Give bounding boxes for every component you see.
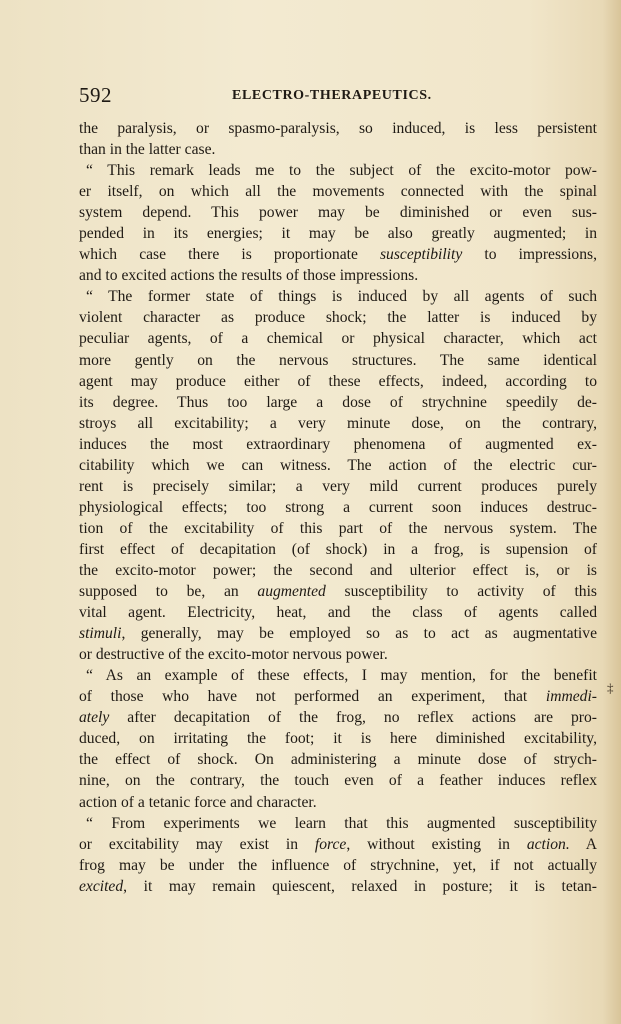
text-line: first effect of decapitation (of shock) in a frog, is supension of — [79, 540, 597, 558]
text-line: the effect of shock. On administering a minute dose of strych- — [79, 751, 597, 769]
text-line: action of a tetanic force and character. — [79, 793, 317, 811]
page-header — [79, 83, 599, 105]
text-run: or excitability may exist in — [79, 835, 315, 853]
text-line: rent is precisely similar; a very mild current produces purely — [79, 477, 597, 495]
text-line: nine, on the contrary, the touch even of a feather induces reflex — [79, 772, 597, 790]
text-line: “ As an example of these effects, I may mention, for the benefit — [86, 667, 597, 685]
text-line: the excito-motor power; the second and ulterior effect is, or is — [79, 561, 597, 579]
text-line: “ The former state of things is induced by all agents of such — [86, 288, 597, 306]
margin-mark: ‡ — [607, 680, 614, 695]
text-line: than in the latter case. — [79, 141, 216, 159]
text-line: stroys all excitability; a very minute dose, on the contrary, — [79, 414, 597, 432]
text-line: duced, on irritating the foot; it is here diminished excitability, — [79, 730, 597, 748]
body-text — [79, 118, 597, 897]
text-run: of those who have not performed an experiment, that — [79, 688, 546, 706]
text-line: vital agent. Electricity, heat, and the class of agents called — [79, 604, 597, 622]
italic-text: action. — [526, 835, 570, 853]
text-run: supposed to be, an — [79, 583, 258, 601]
text-run: , generally, may be employed so as to act as augmentative — [121, 625, 597, 643]
italic-text: stimuli — [79, 625, 122, 643]
text-run: which case there is proportionate — [79, 246, 380, 264]
text-line — [79, 834, 597, 855]
running-head: ELECTRO-THERAPEUTICS. — [232, 88, 432, 103]
text-line: tion of the excitability of this part of the nervous system. The — [79, 519, 597, 537]
text-line: or destructive of the excito-motor nervous power. — [79, 646, 388, 664]
text-line: agent may produce either of these effects, indeed, according to — [79, 372, 597, 390]
italic-text: augmented — [257, 583, 326, 601]
italic-text: ately — [79, 709, 110, 727]
italic-text: excited — [79, 877, 124, 895]
text-line: pended in its energies; it may be also greatly augmented; in — [79, 225, 597, 243]
italic-text: force — [314, 835, 347, 853]
text-line: more gently on the nervous structures. The same identical — [79, 351, 597, 369]
text-line: peculiar agents, of a chemical or physical character, which act — [79, 330, 597, 348]
text-run: A — [569, 835, 597, 853]
text-run: , without existing in — [346, 835, 527, 853]
italic-text: susceptibility — [379, 246, 463, 264]
text-line: “ From experiments we learn that this augmented susceptibility — [86, 814, 597, 832]
text-line: induces the most extraordinary phenomena of augmented ex- — [79, 435, 597, 453]
text-line — [79, 707, 597, 728]
text-line: and to excited actions the results of those impressions. — [79, 267, 419, 285]
text-run: to impressions, — [462, 246, 597, 264]
text-run: after decapitation of the frog, no reflex actions are pro- — [109, 709, 597, 727]
text-line — [79, 581, 597, 602]
page-number: 592 — [79, 83, 112, 107]
text-line: physiological effects; too strong a current soon induces destruc- — [79, 498, 597, 516]
text-run: , it may remain quiescent, relaxed in posture; it is tetan- — [123, 877, 597, 895]
text-line — [79, 623, 597, 644]
text-line: the paralysis, or spasmo-paralysis, so induced, is less persistent — [79, 120, 597, 137]
italic-text: immedi- — [545, 688, 597, 706]
text-line: citability which we can witness. The action of the electric cur- — [79, 456, 597, 474]
text-run: susceptibility to activity of this — [325, 583, 597, 601]
text-line: violent character as produce shock; the latter is induced by — [79, 309, 597, 327]
text-line: frog may be under the influence of strychnine, yet, if not actually — [79, 856, 597, 874]
text-line: “ This remark leads me to the subject of the excito-motor pow- — [86, 162, 597, 180]
text-line: er itself, on which all the movements connected with the spinal — [79, 183, 597, 201]
text-line — [79, 686, 597, 707]
text-line: system depend. This power may be diminished or even sus- — [79, 204, 597, 222]
text-line — [79, 876, 597, 897]
text-line — [79, 244, 597, 265]
text-line: its degree. Thus too large a dose of strychnine speedily de- — [79, 393, 597, 411]
